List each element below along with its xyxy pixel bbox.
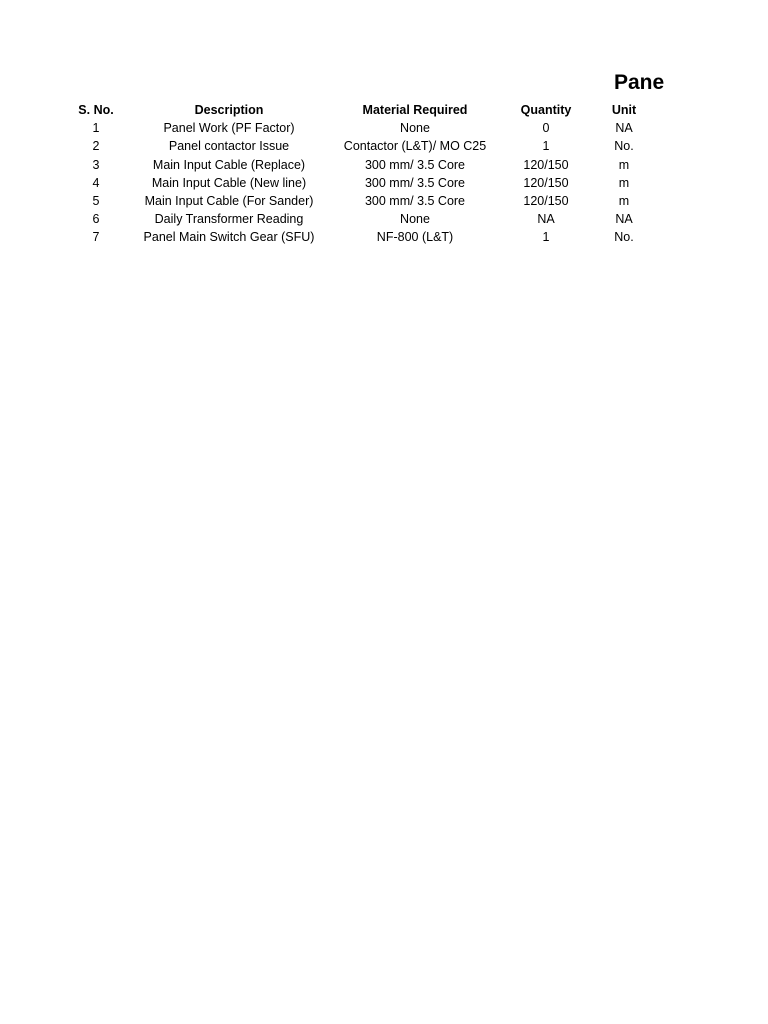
cell-material: Contactor (L&T)/ MO C25 (343, 139, 487, 154)
cell-quantity: 120/150 (523, 157, 569, 172)
cell-serial-number: 5 (92, 194, 100, 209)
cell-description: Daily Transformer Reading (154, 212, 304, 227)
page-title-clip (614, 68, 665, 98)
cell-serial-number: 1 (92, 121, 100, 136)
cell-unit: NA (615, 212, 633, 227)
cell-material: 300 mm/ 3.5 Core (364, 175, 466, 190)
cell-serial-number: 4 (92, 175, 100, 190)
cell-unit: m (618, 157, 630, 172)
table-row (72, 210, 648, 228)
table-row (72, 192, 648, 210)
header-serial-number: S. No. (78, 103, 114, 117)
table-row (72, 156, 648, 174)
cell-description: Main Input Cable (For Sander) (144, 194, 314, 209)
cell-unit: No. (614, 139, 634, 154)
cell-quantity: 120/150 (523, 194, 569, 209)
cell-quantity: NA (537, 212, 555, 227)
header-material-required: Material Required (362, 103, 468, 117)
cell-description: Main Input Cable (New line) (151, 175, 307, 190)
cell-material: None (400, 212, 430, 227)
header-unit: Unit (611, 103, 637, 117)
cell-material: 300 mm/ 3.5 Core (364, 194, 466, 209)
cell-description: Main Input Cable (Replace) (152, 157, 306, 172)
cell-description: Panel Work (PF Factor) (163, 121, 295, 136)
table-row (72, 137, 648, 155)
cell-serial-number: 2 (92, 139, 100, 154)
cell-unit: No. (614, 230, 634, 245)
cell-material: NF-800 (L&T) (376, 230, 454, 245)
page-title: Pane (614, 71, 665, 94)
table-row (72, 174, 648, 192)
cell-material: None (400, 121, 430, 136)
header-description: Description (194, 103, 264, 117)
cell-serial-number: 3 (92, 157, 100, 172)
cell-quantity: 1 (542, 139, 550, 154)
table-row (72, 119, 648, 137)
table-row (72, 228, 648, 246)
cell-unit: m (618, 194, 630, 209)
cell-unit: NA (615, 121, 633, 136)
header-quantity: Quantity (520, 103, 572, 117)
cell-description: Panel contactor Issue (168, 139, 290, 154)
cell-quantity: 0 (542, 121, 550, 136)
cell-description: Panel Main Switch Gear (SFU) (143, 230, 315, 245)
cell-quantity: 120/150 (523, 175, 569, 190)
cell-unit: m (618, 175, 630, 190)
cell-serial-number: 7 (92, 230, 100, 245)
cell-quantity: 1 (542, 230, 550, 245)
cell-serial-number: 6 (92, 212, 100, 227)
table-header-row (72, 101, 648, 119)
cell-material: 300 mm/ 3.5 Core (364, 157, 466, 172)
work-items-table (72, 101, 648, 247)
